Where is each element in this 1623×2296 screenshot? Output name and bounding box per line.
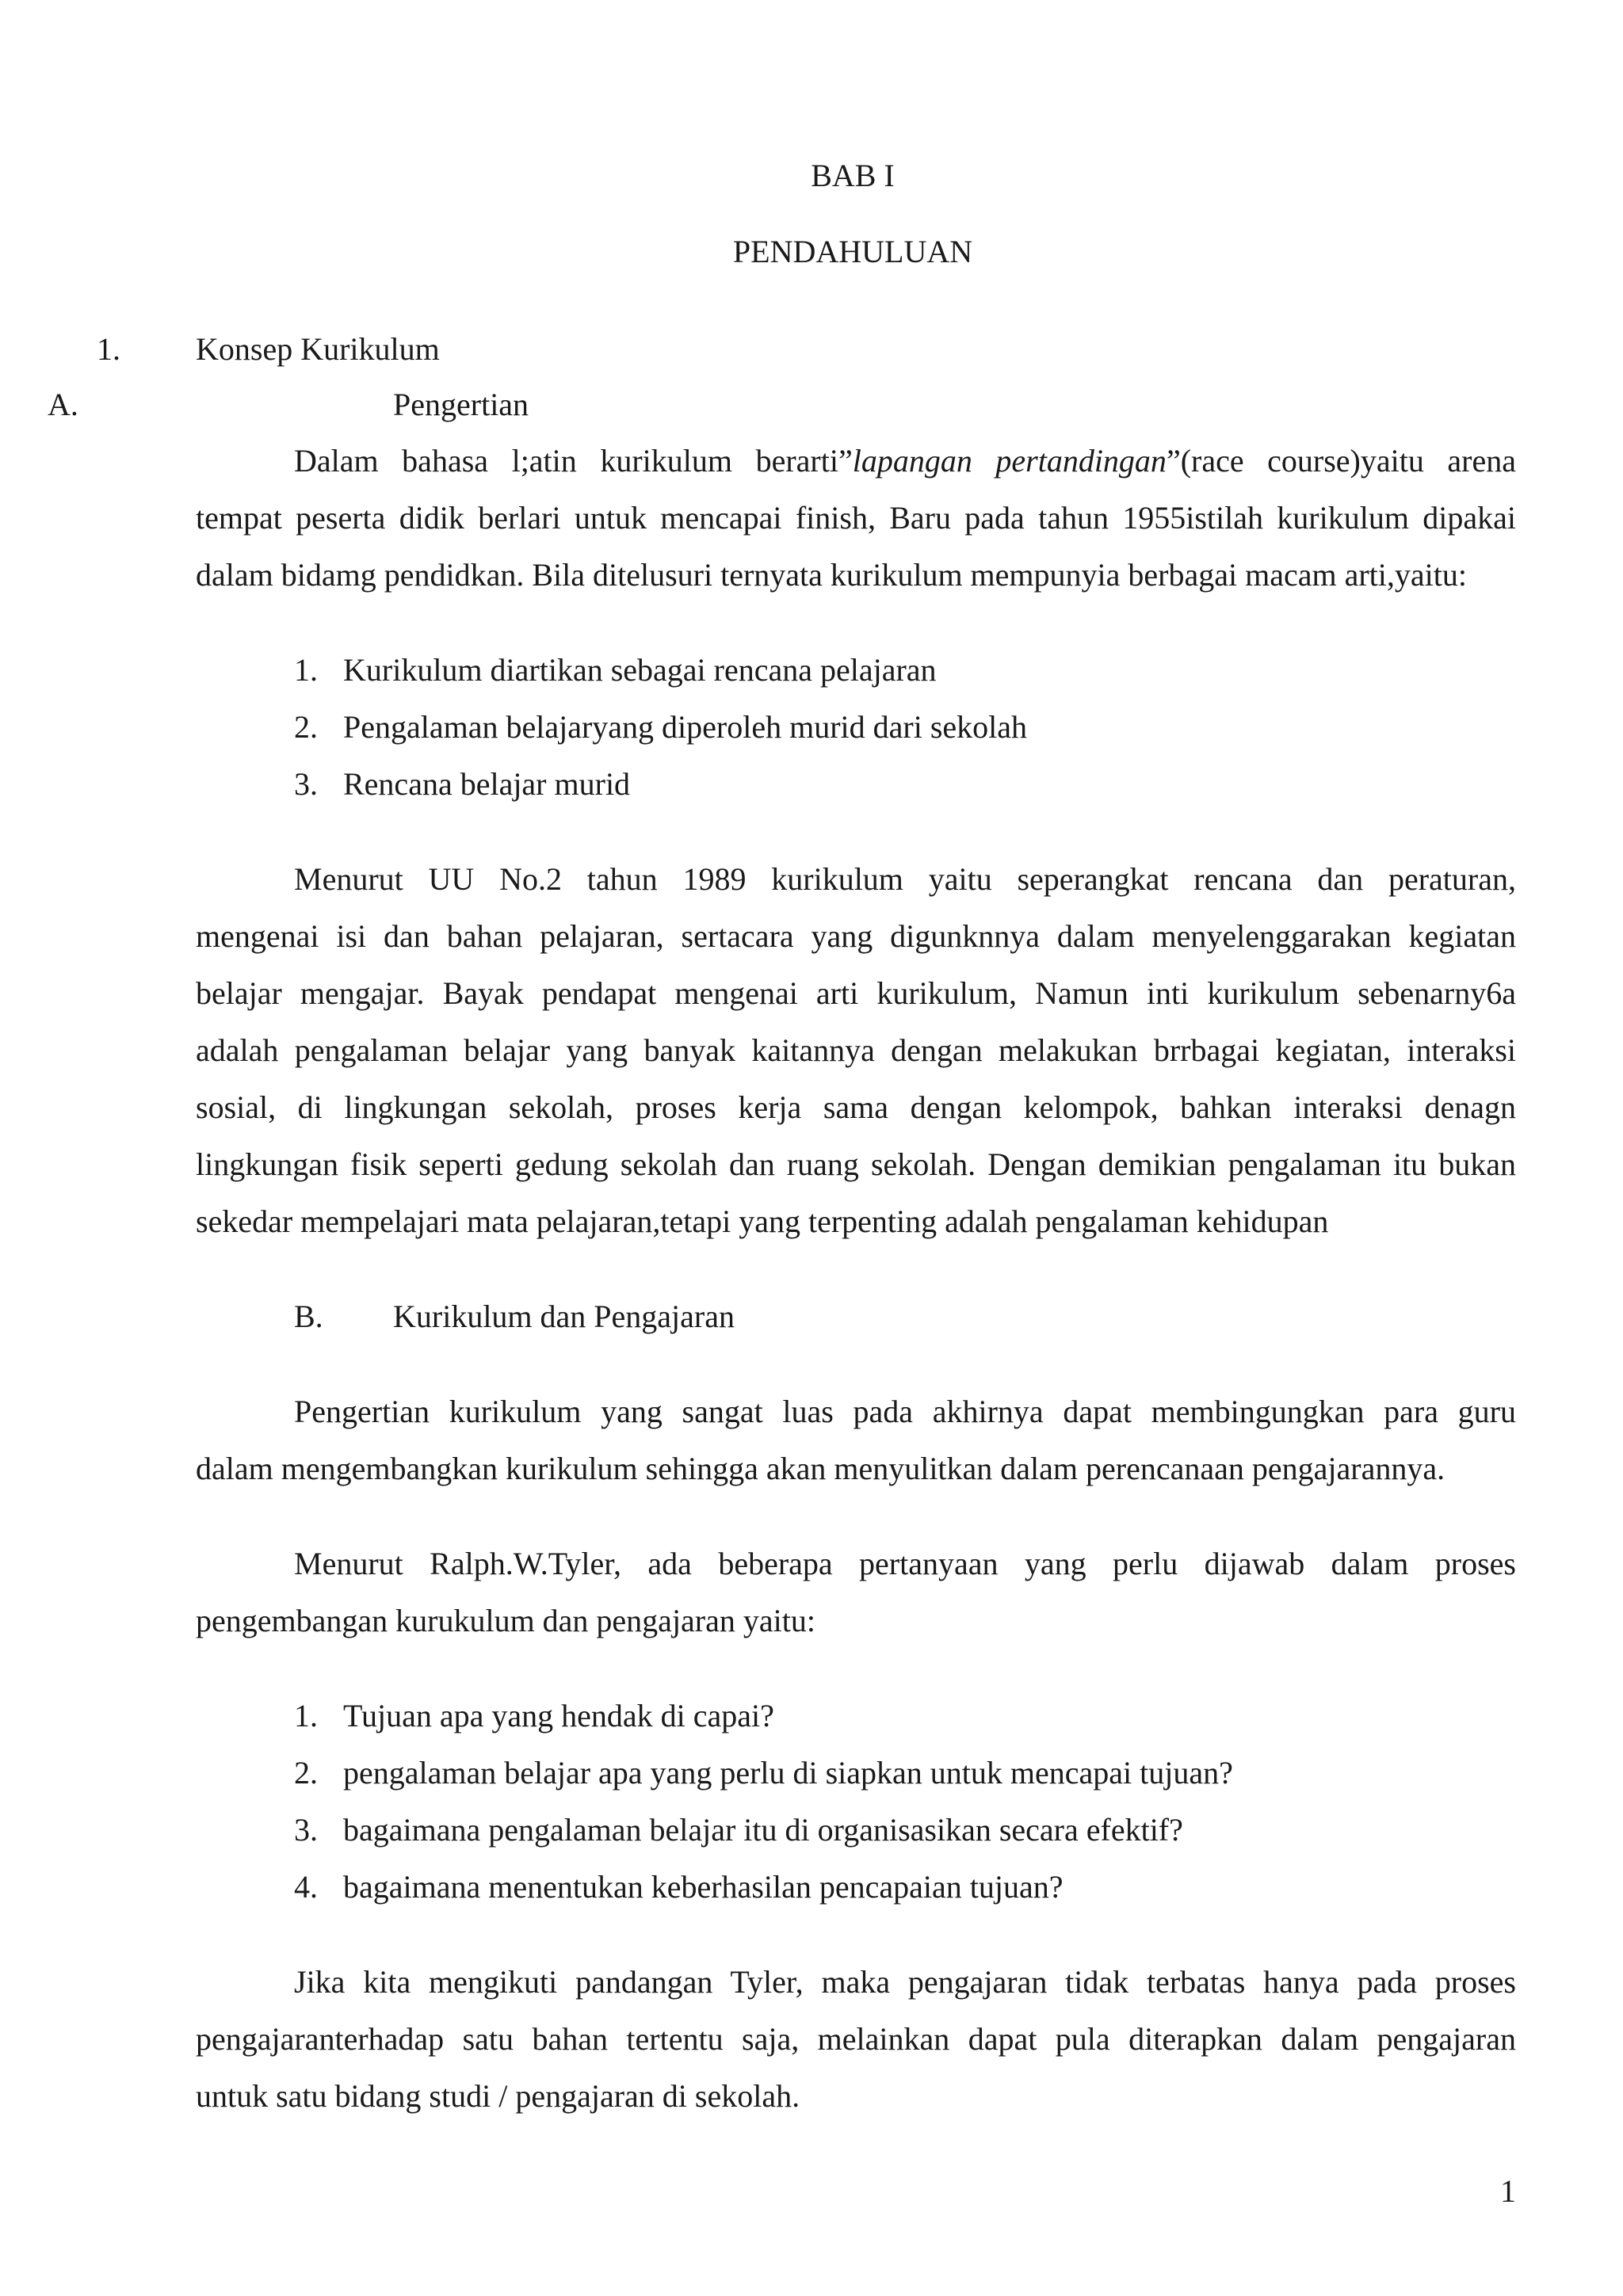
section-b-letter: B. bbox=[294, 1299, 323, 1334]
paragraph-line: Menurut UU No.2 tahun 1989 kurikulum yaitu seperangkat rencana dan peraturan, bbox=[294, 861, 1516, 897]
paragraph-line: Dalam bahasa l;atin kurikulum berarti”lapangan pertandingan”(race course)yaitu arena bbox=[294, 443, 1516, 479]
section-1-number: 1. bbox=[97, 331, 120, 367]
section-b-title: Kurikulum dan Pengajaran bbox=[393, 1299, 735, 1334]
chapter-heading: BAB I bbox=[811, 158, 895, 193]
paragraph-line: pengajaranterhadap satu bahan tertentu saja, melainkan dapat pula diterapkan dalam pengajaran bbox=[196, 2021, 1516, 2057]
paragraph-line: adalah pengalaman belajar yang banyak kaitannya dengan melakukan brrbagai kegiatan, interaksi bbox=[196, 1032, 1516, 1068]
paragraph-line: Pengertian kurikulum yang sangat luas pada akhirnya dapat membingungkan para guru bbox=[294, 1394, 1516, 1429]
paragraph-line: dalam mengembangkan kurikulum sehingga akan menyulitkan dalam perencanaan pengajarannya. bbox=[196, 1451, 1445, 1486]
paragraph-line: Jika kita mengikuti pandangan Tyler, maka pengajaran tidak terbatas hanya pada proses bbox=[294, 1964, 1516, 2000]
paragraph-line: sekedar mempelajari mata pelajaran,tetapi yang terpenting adalah pengalaman kehidupan bbox=[196, 1203, 1329, 1239]
list-item: pengalaman belajar apa yang perlu di siapkan untuk mencapai tujuan? bbox=[343, 1755, 1233, 1791]
page-number: 1 bbox=[1500, 2173, 1516, 2209]
paragraph-line: tempat peserta didik berlari untuk mencapai finish, Baru pada tahun 1955istilah kurikulum dipakai bbox=[196, 500, 1516, 536]
paragraph-line: dalam bidamg pendidkan. Bila ditelusuri ternyata kurikulum mempunyia berbagai macam arti,yaitu: bbox=[196, 557, 1467, 593]
list-item: bagaimana pengalaman belajar itu di organisasikan secara efektif? bbox=[343, 1812, 1183, 1848]
paragraph-line: lingkungan fisik seperti gedung sekolah dan ruang sekolah. Dengan demikian pengalaman itu bukan bbox=[196, 1146, 1516, 1182]
paragraph-line: belajar mengajar. Bayak pendapat mengenai arti kurikulum, Namun inti kurikulum sebenarny6a bbox=[196, 975, 1516, 1011]
section-a-title: Pengertian bbox=[393, 387, 529, 422]
chapter-title: PENDAHULUAN bbox=[732, 234, 973, 269]
section-1-title: Konsep Kurikulum bbox=[196, 331, 440, 367]
list-item-number: 1. bbox=[294, 1698, 318, 1733]
list-item: Kurikulum diartikan sebagai rencana pelajaran bbox=[343, 652, 937, 688]
paragraph-line: pengembangan kurukulum dan pengajaran yaitu: bbox=[196, 1603, 815, 1638]
list-item: bagaimana menentukan keberhasilan pencapaian tujuan? bbox=[343, 1869, 1064, 1905]
list-item-number: 3. bbox=[294, 766, 318, 802]
paragraph-line: sosial, di lingkungan sekolah, proses kerja sama dengan kelompok, bahkan interaksi denagn bbox=[196, 1089, 1516, 1125]
list-item: Rencana belajar murid bbox=[343, 766, 631, 802]
paragraph-line: Menurut Ralph.W.Tyler, ada beberapa pertanyaan yang perlu dijawab dalam proses bbox=[294, 1546, 1516, 1581]
list-item-number: 4. bbox=[294, 1869, 318, 1905]
italic-term: lapangan pertandingan bbox=[852, 443, 1167, 479]
list-item: Pengalaman belajaryang diperoleh murid dari sekolah bbox=[343, 709, 1028, 745]
list-item-number: 3. bbox=[294, 1812, 318, 1848]
list-item: Tujuan apa yang hendak di capai? bbox=[343, 1698, 774, 1733]
section-a-letter: A. bbox=[48, 387, 78, 422]
list-item-number: 1. bbox=[294, 652, 318, 688]
list-item-number: 2. bbox=[294, 709, 318, 745]
paragraph-line: mengenai isi dan bahan pelajaran, sertacara yang digunknnya dalam menyelenggarakan kegiatan bbox=[196, 918, 1516, 954]
list-item-number: 2. bbox=[294, 1755, 318, 1791]
paragraph-line: untuk satu bidang studi / pengajaran di sekolah. bbox=[196, 2078, 800, 2114]
